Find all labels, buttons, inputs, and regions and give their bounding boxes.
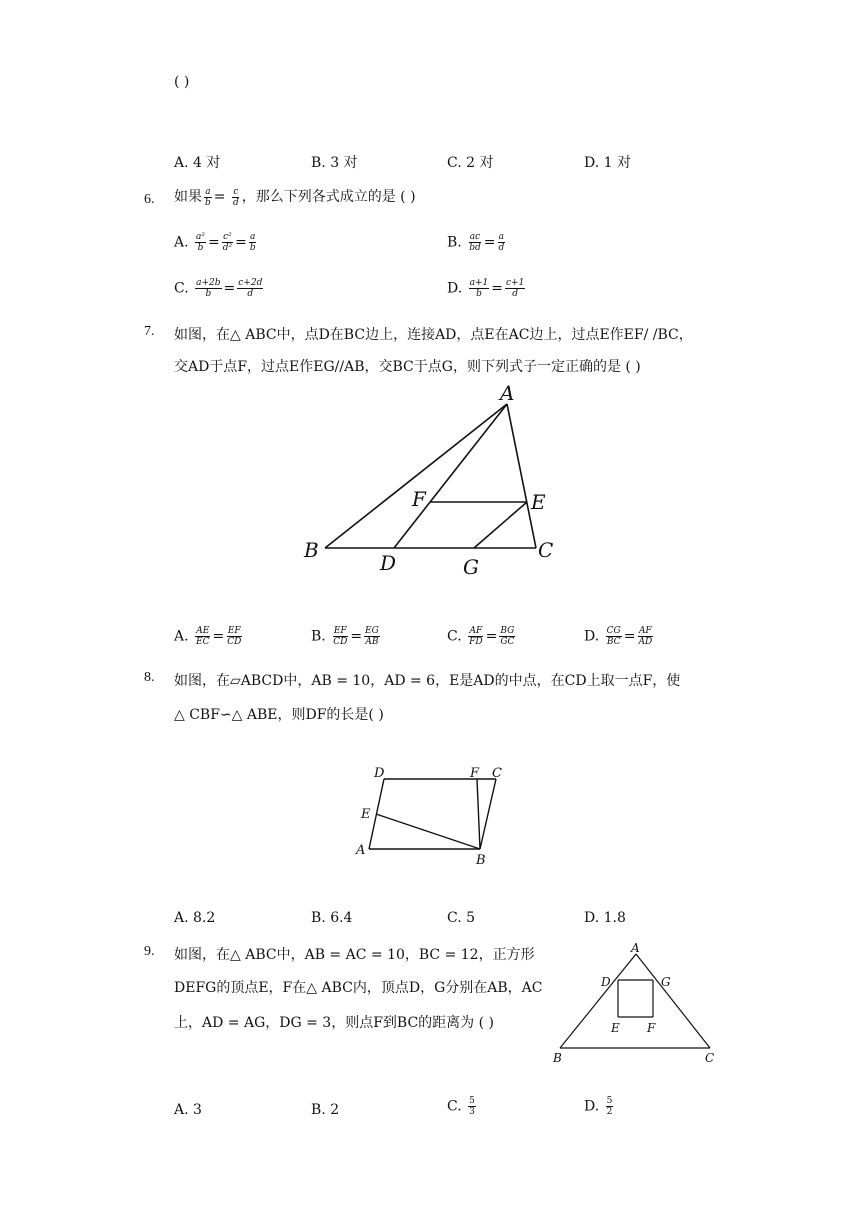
- q9-label-d: D: [601, 975, 611, 989]
- q9-option-b[interactable]: B. 2: [311, 1102, 340, 1118]
- q7-label-c: C: [538, 538, 554, 562]
- q9-number: 9.: [144, 944, 155, 959]
- q7-option-b-label: B.: [311, 628, 326, 645]
- q7-label-b: B: [304, 538, 319, 562]
- q8-label-c: C: [492, 766, 502, 781]
- q7-label-d: D: [380, 551, 397, 575]
- q8-label-f: F: [470, 766, 480, 781]
- q7-option-b[interactable]: B. $\frac{EF}{CD}$ = $\frac{EG}{AB}$: [311, 626, 379, 647]
- q6-option-a-label: A.: [174, 234, 189, 251]
- q6-option-d-label: D.: [447, 280, 463, 297]
- q6-option-b-label: B.: [447, 234, 462, 251]
- q7-label-a: A: [500, 381, 515, 405]
- q7-line1: 如图，在△ ABC中，点D在BC边上，连接AD，点E在AC边上，过点E作EF/ /BC，: [174, 327, 693, 343]
- q7-option-a-label: A.: [174, 628, 189, 645]
- q9-label-b: B: [553, 1051, 562, 1065]
- q9-label-c: C: [705, 1051, 715, 1065]
- q6-option-a[interactable]: A. $\frac{\text{a²}}{b}$ = $\frac{\text{c²}}{\text{d²}}$ = $\frac{a}{b}$: [174, 232, 256, 253]
- q9-line2: DEFG的顶点E，F在△ ABC内，顶点D，G分别在AB，AC: [174, 980, 543, 996]
- q6-stem-prefix: 如果: [174, 189, 202, 205]
- q9-option-d[interactable]: D. $\frac{5}{2}$: [584, 1096, 613, 1117]
- q9-option-c-label: C.: [447, 1098, 462, 1115]
- q9-line3: 上，AD = AG，DG = 3，则点F到BC的距离为 ( ): [174, 1015, 495, 1031]
- q7-option-d-label: D.: [584, 628, 600, 645]
- q7-label-f: F: [412, 487, 426, 511]
- q8-label-d: D: [374, 766, 385, 781]
- q8-label-b: B: [476, 853, 486, 868]
- q6-option-c[interactable]: C. $\frac{a+2b}{b}$ = $\frac{c+2d}{d}$: [174, 278, 263, 299]
- q8-label-a: A: [356, 843, 366, 858]
- q7-figure: [300, 380, 570, 580]
- q9-label-a: A: [631, 941, 640, 955]
- q6-option-d[interactable]: D. $\frac{a+1}{b}$ = $\frac{c+1}{d}$: [447, 278, 525, 299]
- q9-line1: 如图，在△ ABC中，AB = AC = 10，BC = 12，正方形: [174, 947, 535, 963]
- q5-option-d[interactable]: D. 1 对: [584, 155, 631, 171]
- q7-option-c-label: C.: [447, 628, 462, 645]
- q5-bracket: ( ): [174, 74, 190, 90]
- q7-label-g: G: [463, 555, 479, 579]
- q6-frac-a-b: $\frac{a}{b}$: [205, 186, 211, 208]
- q7-option-d[interactable]: D. $\frac{CG}{BC}$ = $\frac{AF}{AD}$: [584, 626, 653, 647]
- q6-stem: 如果 $\frac{a}{b}$ = $\frac{c}{d}$ ，那么下列各式成立的是 ( ): [174, 186, 416, 208]
- q7-line2: 交AD于点F，过点E作EG//AB，交BC于点G，则下列式子一定正确的是 ( ): [174, 359, 641, 375]
- q5-option-c[interactable]: C. 2 对: [447, 155, 494, 171]
- q8-option-b[interactable]: B. 6.4: [311, 910, 353, 926]
- q8-option-d[interactable]: D. 1.8: [584, 910, 626, 926]
- q8-line1: 如图，在▱ABCD中，AB = 10，AD = 6，E是AD的中点，在CD上取一点F，使: [174, 673, 681, 689]
- q6-number: 6.: [144, 192, 155, 207]
- q6-frac-c-d: $\frac{c}{d}$: [232, 186, 239, 208]
- q6-stem-suffix: ，那么下列各式成立的是 ( ): [241, 189, 416, 205]
- q8-label-e: E: [361, 807, 371, 822]
- q5-option-a[interactable]: A. 4 对: [174, 155, 221, 171]
- q6-option-b[interactable]: B. $\frac{ac}{bd}$ = $\frac{a}{d}$: [447, 232, 505, 253]
- q9-figure: [545, 940, 725, 1070]
- q9-option-d-label: D.: [584, 1098, 600, 1115]
- q9-option-a[interactable]: A. 3: [174, 1102, 202, 1118]
- q7-option-c[interactable]: C. $\frac{AF}{FD}$ = $\frac{BG}{GC}$: [447, 626, 515, 647]
- q6-option-c-label: C.: [174, 280, 189, 297]
- q8-number: 8.: [144, 670, 155, 685]
- q8-option-c[interactable]: C. 5: [447, 910, 476, 926]
- q8-line2: △ CBF∽△ ABE，则DF的长是( ): [174, 707, 384, 723]
- q8-figure: [350, 760, 520, 870]
- q7-number: 7.: [144, 324, 155, 339]
- q9-label-e: E: [611, 1021, 620, 1035]
- q9-label-g: G: [661, 975, 671, 989]
- q7-label-e: E: [531, 490, 546, 514]
- q7-option-a[interactable]: A. $\frac{AE}{EC}$ = $\frac{EF}{CD}$: [174, 626, 242, 647]
- q8-option-a[interactable]: A. 8.2: [174, 910, 216, 926]
- q9-option-c[interactable]: C. $\frac{5}{3}$: [447, 1096, 475, 1117]
- q5-option-b[interactable]: B. 3 对: [311, 155, 358, 171]
- q9-label-f: F: [647, 1021, 656, 1035]
